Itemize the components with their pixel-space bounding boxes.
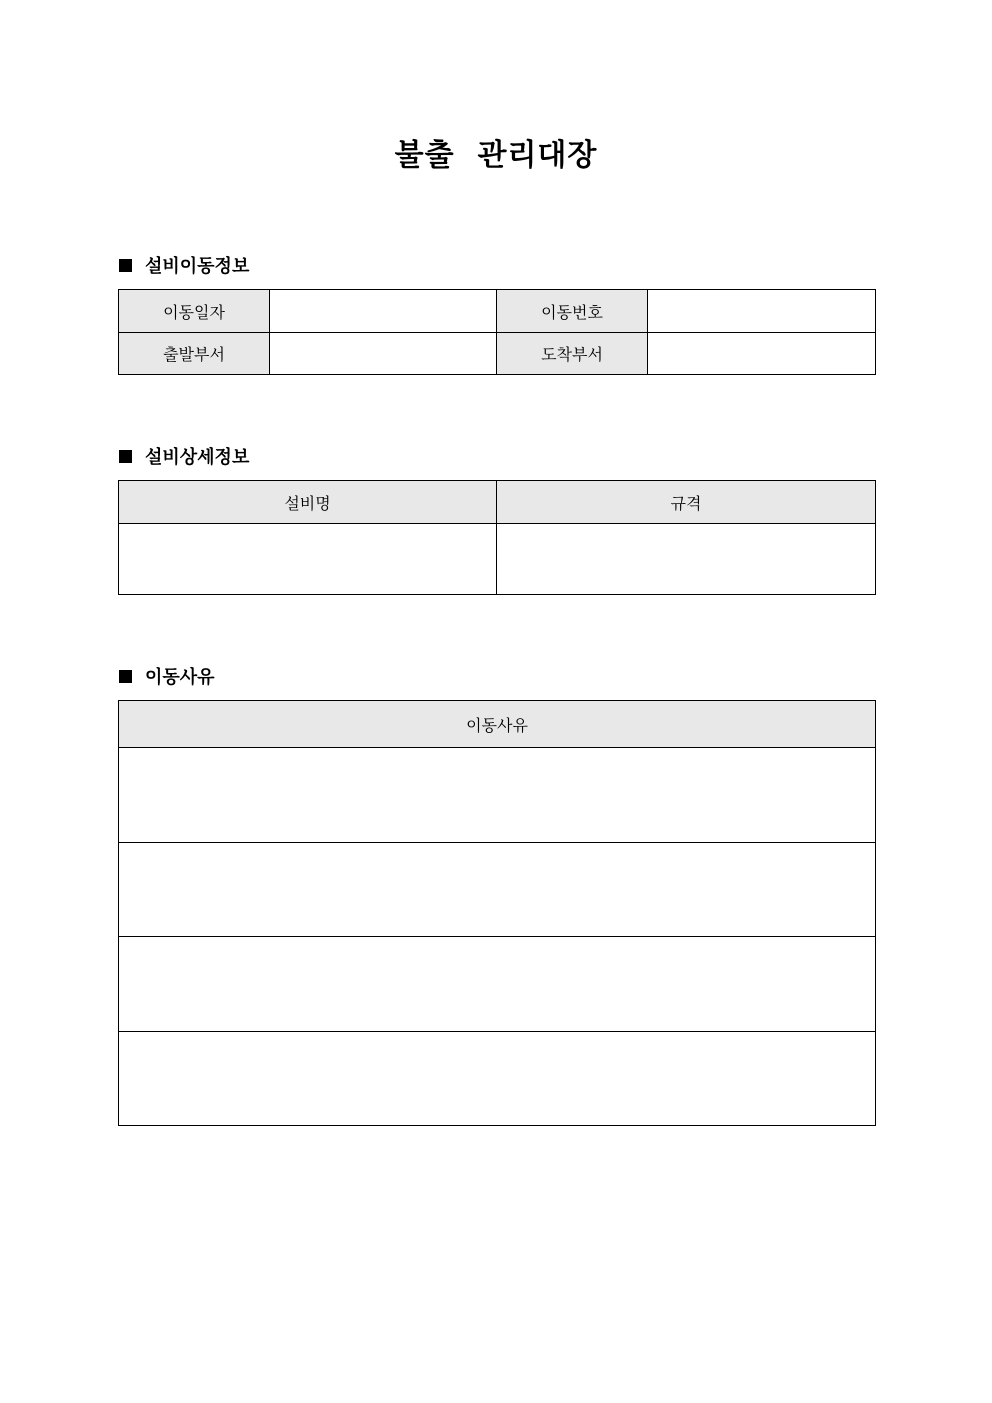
move-number-label: 이동번호: [497, 290, 648, 333]
origin-dept-label: 출발부서: [119, 333, 270, 375]
square-bullet-icon: [119, 670, 132, 683]
move-date-label: 이동일자: [119, 290, 270, 333]
reason-field-4[interactable]: [119, 1032, 876, 1126]
table-header-row: [119, 701, 876, 748]
table-header-row: [119, 481, 876, 524]
table-row: [119, 843, 876, 937]
detail-info-heading: [119, 444, 249, 468]
square-bullet-icon: [119, 450, 132, 463]
move-number-field[interactable]: [648, 290, 876, 333]
reason-field-1[interactable]: [119, 748, 876, 843]
equipment-name-header: 설비명: [119, 481, 497, 524]
reason-field-2[interactable]: [119, 843, 876, 937]
detail-info-heading-label: 설비상세정보: [145, 447, 250, 468]
page-title: 불출 관리대장: [394, 138, 598, 173]
square-bullet-icon: [119, 259, 132, 272]
table-row: [119, 333, 876, 375]
table-row: [119, 748, 876, 843]
reason-table: [118, 700, 876, 1126]
reason-field-3[interactable]: [119, 937, 876, 1032]
table-row: [119, 1032, 876, 1126]
destination-dept-label: 도착부서: [497, 333, 648, 375]
move-info-heading: [119, 253, 249, 277]
spec-header: 규격: [497, 481, 876, 524]
reason-heading: [119, 664, 215, 688]
reason-header: 이동사유: [119, 701, 876, 748]
table-row: [119, 524, 876, 595]
origin-dept-field[interactable]: [270, 333, 497, 375]
table-row: [119, 290, 876, 333]
detail-info-table: [118, 480, 876, 595]
spec-field[interactable]: [497, 524, 876, 595]
reason-heading-label: 이동사유: [145, 667, 215, 688]
destination-dept-field[interactable]: [648, 333, 876, 375]
table-row: [119, 937, 876, 1032]
move-date-field[interactable]: [270, 290, 497, 333]
move-info-table: [118, 289, 876, 375]
equipment-name-field[interactable]: [119, 524, 497, 595]
move-info-heading-label: 설비이동정보: [145, 256, 250, 277]
